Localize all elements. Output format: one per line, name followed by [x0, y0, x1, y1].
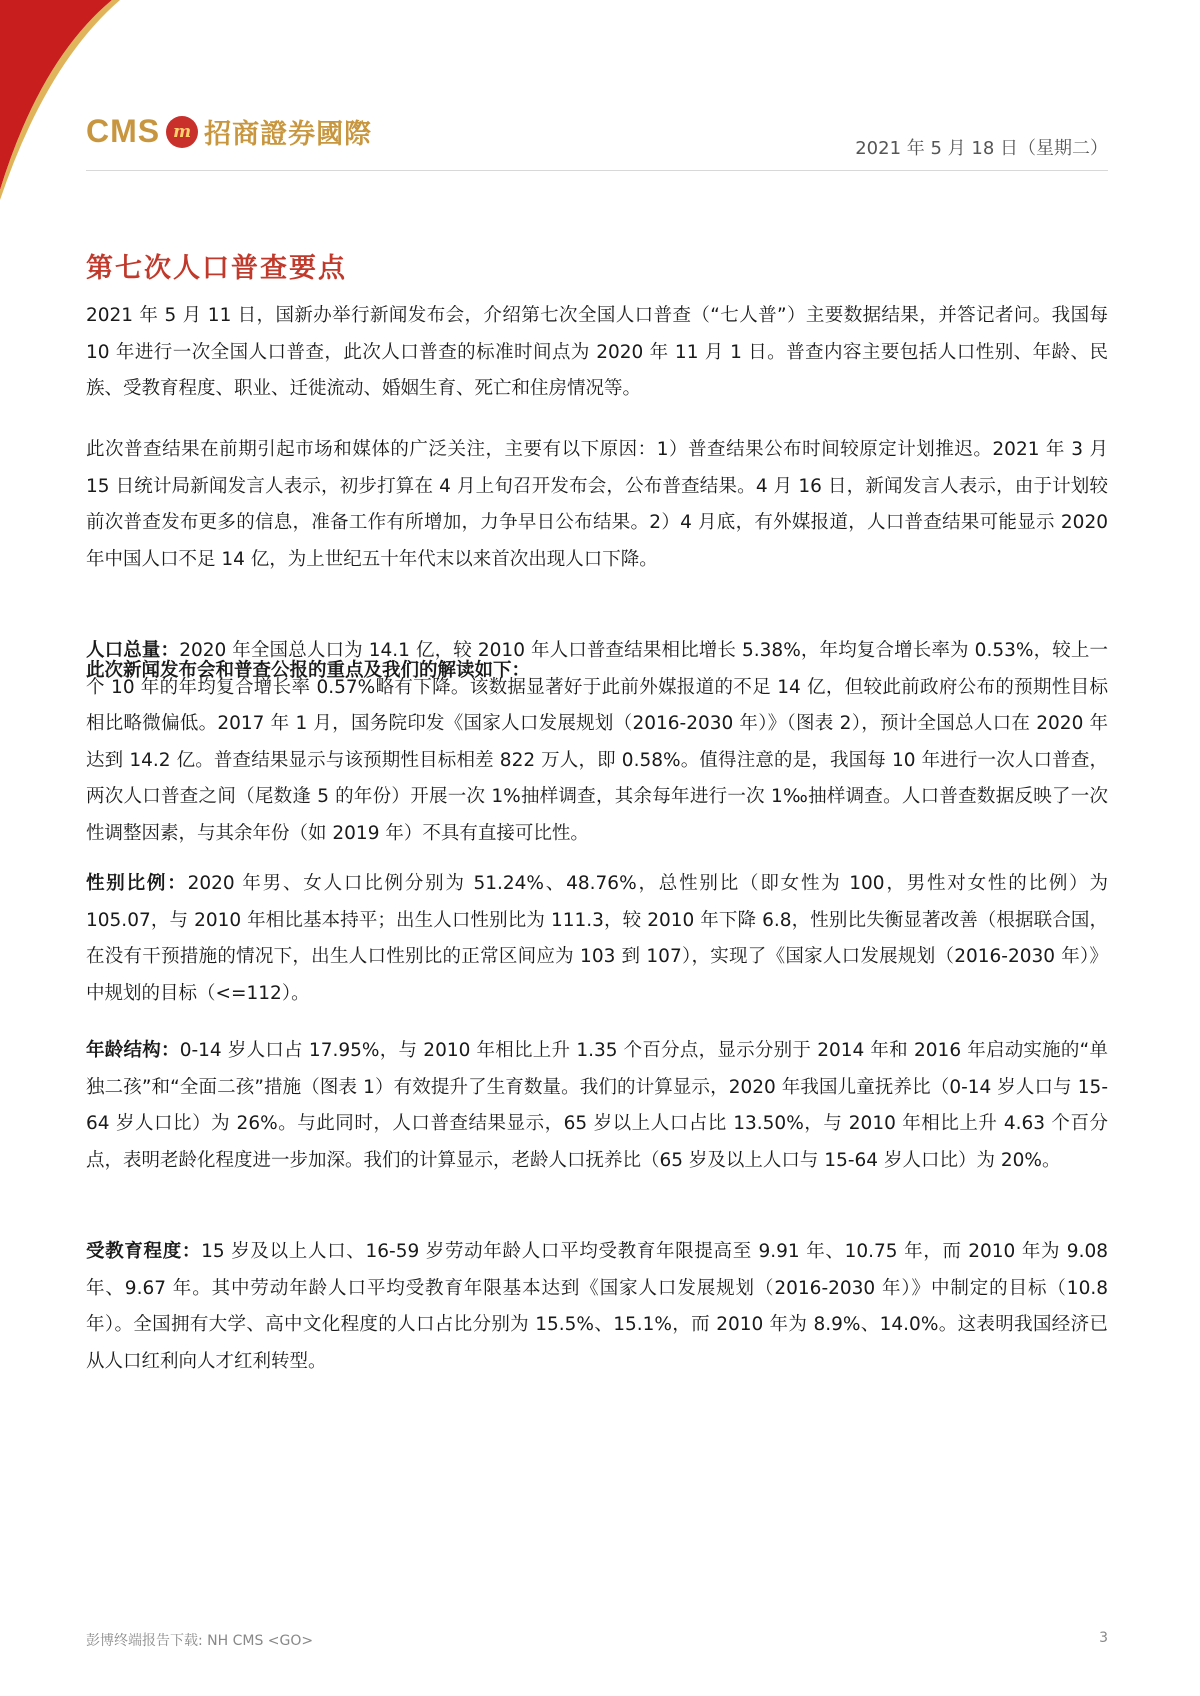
section-text: 15 岁及以上人口、16-59 岁劳动年龄人口平均受教育年限提高至 9.91 年、10.75 年，而 2010 年为 9.08 年、9.67 年。其中劳动年龄人口平均受教育年限基本达到《国家人口发展规划（2016-2030 年）》中制定的目标（10.8 年）。全国拥有大学、高中文化程度的人口占比分别为 15.5%、15.1%，而 2010 年为 8.9%、14.0%。这表明我国经济已从人口红利向人才红利转型。	[86, 1241, 1108, 1372]
section-lead: 性别比例：	[86, 873, 188, 894]
logo-badge-icon: m	[166, 116, 198, 148]
brand-logo	[86, 112, 372, 151]
background-paragraph: 此次普查结果在前期引起市场和媒体的广泛关注，主要有以下原因：1）普查结果公布时间较原定计划推迟。2021 年 3 月 15 日统计局新闻发言人表示，初步打算在 4 月上旬召开发布会，公布普查结果。4 月 16 日，新闻发言人表示，由于计划较前次普查发布更多的信息，准备工作有所增加，力争早日公布结果。2）4 月底，有外媒报道，人口普查结果可能显示 2020 年中国人口不足 14 亿，为上世纪五十年代末以来首次出现人口下降。	[86, 439, 1108, 570]
footer-source: 彭博终端报告下载: NH CMS <GO>	[86, 1633, 314, 1649]
report-date: 2021 年 5 月 18 日（星期二）	[855, 138, 1108, 159]
section-education	[86, 1234, 1108, 1380]
section-text: 2020 年男、女人口比例分别为 51.24%、48.76%，总性别比（即女性为 100，男性对女性的比例）为 105.07，与 2010 年相比基本持平；出生人口性别比为 111.3，较 2010 年下降 6.8，性别比失衡显著改善（根据联合国，在没有干预措施的情况下，出生人口性别比的正常区间应为 103 到 107），实现了《国家人口发展规划（2016-2030 年）》中规划的目标（<=112）。	[86, 873, 1108, 1004]
section-lead: 年龄结构：	[86, 1040, 180, 1061]
section-lead: 受教育程度：	[86, 1241, 202, 1262]
section-age-structure	[86, 1033, 1108, 1179]
section-text: 0-14 岁人口占 17.95%，与 2010 年相比上升 1.35 个百分点，显示分别于 2014 年和 2016 年启动实施的“单独二孩”和“全面二孩”措施（图表 1）有效提升了生育数量。我们的计算显示，2020 年我国儿童抚养比（0-14 岁人口与 15-64 岁人口比）为 26%。与此同时，人口普查结果显示，65 岁以上人口占比 13.50%，与 2010 年相比上升 4.63 个百分点，表明老龄化程度进一步加深。我们的计算显示，老龄人口抚养比（65 岁及以上人口与 15-64 岁人口比）为 20%。	[86, 1040, 1108, 1171]
logo-text-en: CMS	[86, 113, 161, 149]
section-subheading: 此次新闻发布会和普查公报的重点及我们的解读如下：	[86, 660, 531, 681]
page-number: 3	[1099, 1630, 1108, 1646]
page-title: 第七次人口普查要点	[86, 253, 347, 284]
section-lead: 人口总量：	[86, 640, 180, 661]
header-divider	[86, 170, 1108, 171]
section-sex-ratio	[86, 866, 1108, 1012]
section-text: 2020 年全国总人口为 14.1 亿，较 2010 年人口普查结果相比增长 5.38%，年均复合增长率为 0.53%，较上一个 10 年的年均复合增长率 0.57%略有下降。该数据显著好于此前外媒报道的不足 14 亿，但较此前政府公布的预期性目标相比略微偏低。2017 年 1 月，国务院印发《国家人口发展规划（2016-2030 年）》（图表 2），预计全国总人口在 2020 年达到 14.2 亿。普查结果显示与该预期性目标相差 822 万人，即 0.58%。值得注意的是，我国每 10 年进行一次人口普查，两次人口普查之间（尾数逢 5 的年份）开展一次 1%抽样调查，其余每年进行一次 1‰抽样调查。人口普查数据反映了一次性调整因素，与其余年份（如 2019 年）不具有直接可比性。	[86, 640, 1108, 844]
logo-text-cn: 招商證券國際	[204, 119, 373, 150]
section-population-total	[86, 633, 1108, 852]
intro-paragraph: 2021 年 5 月 11 日，国新办举行新闻发布会，介绍第七次全国人口普查（“七人普”）主要数据结果，并答记者问。我国每 10 年进行一次全国人口普查，此次人口普查的标准时间点为 2020 年 11 月 1 日。普查内容主要包括人口性别、年龄、民族、受教育程度、职业、迁徙流动、婚姻生育、死亡和住房情况等。	[86, 305, 1108, 399]
